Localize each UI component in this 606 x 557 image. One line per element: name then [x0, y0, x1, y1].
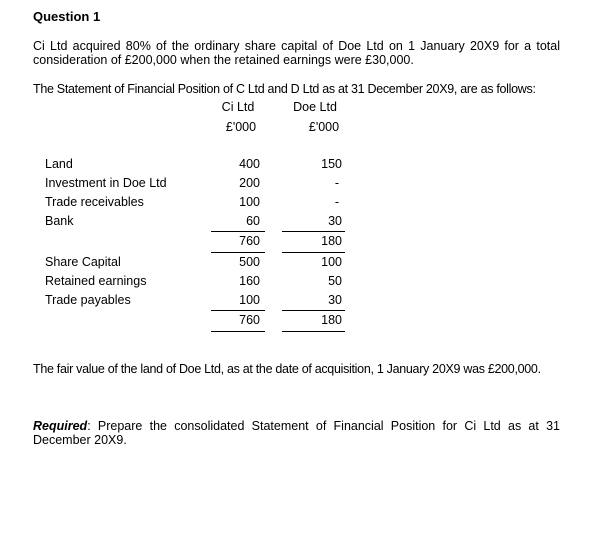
fair-value-note: The fair value of the land of Doe Ltd, as at the date of acquisition, 1 January 20X9 was £200,000. — [33, 362, 541, 376]
rule-equity-top-doe — [282, 310, 345, 311]
cell-ci-receivables: 100 — [239, 195, 260, 209]
equity-total-doe: 180 — [321, 313, 342, 327]
rule-assets-top-ci — [211, 231, 265, 232]
cell-ci-trade-payables: 100 — [239, 293, 260, 307]
rule-equity-top-ci — [211, 310, 265, 311]
required-label: Required — [33, 419, 88, 433]
rule-assets-top-doe — [282, 231, 345, 232]
cell-doe-bank: 30 — [328, 214, 342, 228]
cell-ci-land: 400 — [239, 157, 260, 171]
cell-doe-receivables: - — [334, 195, 339, 209]
required-paragraph — [33, 419, 560, 447]
row-label-share-capital: Share Capital — [45, 255, 121, 269]
cell-doe-retained-earnings: 50 — [328, 274, 342, 288]
row-label-bank: Bank — [45, 214, 74, 228]
column-header-ci: Ci Ltd — [221, 100, 255, 114]
column-unit-doe: £'000 — [308, 120, 340, 134]
row-label-retained-earnings: Retained earnings — [45, 274, 147, 288]
rule-equity-bottom-doe — [282, 331, 345, 332]
rule-assets-bottom-doe — [282, 252, 345, 253]
sofp-intro-paragraph: The Statement of Financial Position of C Ltd and D Ltd as at 31 December 20X9, are as follows: — [33, 82, 536, 96]
row-label-receivables: Trade receivables — [45, 195, 144, 209]
column-header-doe: Doe Ltd — [293, 100, 337, 114]
cell-ci-retained-earnings: 160 — [239, 274, 260, 288]
required-text: : Prepare the consolidated Statement of Financial Position for Ci Ltd as at 31 December 20X9. — [33, 419, 560, 447]
column-unit-ci: £'000 — [225, 120, 257, 134]
row-label-land: Land — [45, 157, 73, 171]
equity-total-ci: 760 — [239, 313, 260, 327]
cell-ci-investment: 200 — [239, 176, 260, 190]
row-label-investment: Investment in Doe Ltd — [45, 176, 167, 190]
cell-doe-trade-payables: 30 — [328, 293, 342, 307]
cell-doe-land: 150 — [321, 157, 342, 171]
cell-ci-bank: 60 — [246, 214, 260, 228]
assets-total-ci: 760 — [239, 234, 260, 248]
question-title: Question 1 — [33, 9, 101, 24]
rule-assets-bottom-ci — [211, 252, 265, 253]
cell-ci-share-capital: 500 — [239, 255, 260, 269]
intro-paragraph: Ci Ltd acquired 80% of the ordinary share capital of Doe Ltd on 1 January 20X9 for a total consideration of £200,000 when the retained earnings were £30,000. — [33, 39, 560, 67]
assets-total-doe: 180 — [321, 234, 342, 248]
cell-doe-share-capital: 100 — [321, 255, 342, 269]
rule-equity-bottom-ci — [211, 331, 265, 332]
row-label-trade-payables: Trade payables — [45, 293, 131, 307]
cell-doe-investment: - — [334, 176, 339, 190]
